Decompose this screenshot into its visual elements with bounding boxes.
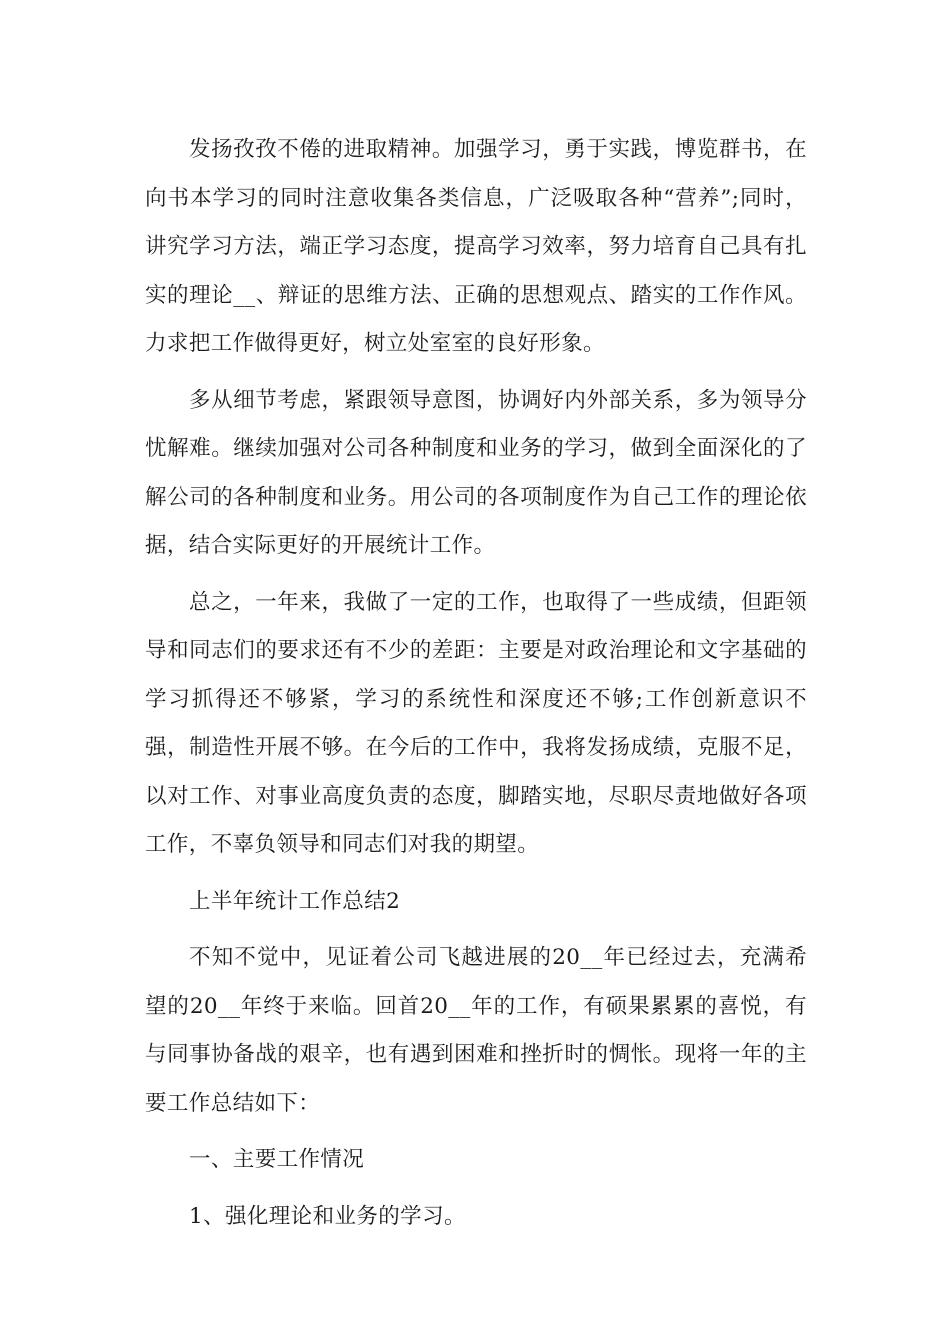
paragraph-details: 多从细节考虑，紧跟领导意图，协调好内外部关系，多为领导分忧解难。继续加强对公司各种制度和业务的学习，做到全面深化的了解公司的各种制度和业务。用公司的各项制度作为自己工作的理论依据，结合实际更好的开展统计工作。: [145, 387, 807, 558]
paragraph-intro: 不知不觉中，见证着公司飞越进展的20__年已经过去，充满希望的20__年终于来临。回首20__年的工作，有硕果累累的喜悦，有与同事协备战的艰辛，也有遇到困难和挫折时的惆怅。现将一年的主要工作总结如下：: [145, 945, 807, 1116]
paragraph-learning-spirit: 发扬孜孜不倦的进取精神。加强学习，勇于实践，博览群书，在向书本学习的同时注意收集各类信息，广泛吸取各种“营养”;同时，讲究学习方法，端正学习态度，提高学习效率，努力培育自己具有扎实的理论__、辩证的思维方法、正确的思想观点、踏实的工作作风。力求把工作做得更好，树立处室室的良好形象。: [145, 137, 807, 356]
document-body: [145, 126, 807, 1249]
subsection-heading: 一、主要工作情况: [189, 1147, 365, 1172]
list-item-heading: 1、强化理论和业务的学习。: [189, 1203, 466, 1229]
section-title: 上半年统计工作总结2: [189, 888, 401, 914]
paragraph-summary: 总之，一年来，我做了一定的工作，也取得了一些成绩，但距领导和同志们的要求还有不少的差距：主要是对政治理论和文字基础的学习抓得还不够紧，学习的系统性和深度还不够;工作创新意识不强，制造性开展不够。在今后的工作中，我将发扬成绩，克服不足，以对工作、对事业高度负责的态度，脚踏实地，尽职尽责地做好各项工作，不辜负领导和同志们对我的期望。: [145, 589, 807, 857]
